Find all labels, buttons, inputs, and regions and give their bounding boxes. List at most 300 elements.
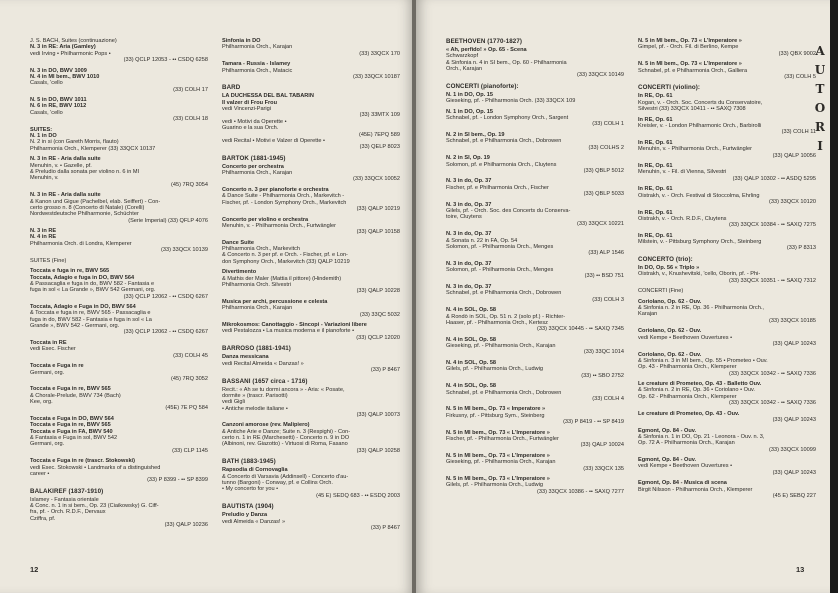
record-number: (33) QALP 10024 [580, 442, 624, 449]
record-number: (33) 33QCX 135 [583, 465, 624, 472]
record-number: (45) 7RQ 3054 [170, 181, 208, 188]
record-number: (33) 33QC 5032 [359, 311, 400, 318]
entry-text: vedi Kempe • Beethoven Ouvertures • [638, 334, 733, 341]
side-title-letter: R [815, 120, 825, 134]
catalog-entry [446, 360, 624, 379]
record-number: (33) 33QCX 10342 - •• SAXQ 7336 [729, 400, 816, 407]
catalog-entry [446, 476, 624, 495]
catalog-entry [638, 84, 816, 112]
catalog-entry [222, 155, 400, 183]
catalog-entry [222, 458, 400, 499]
entry-text: Schnabel, pf. e Philharmonia Orch., Dobrowen [446, 138, 562, 145]
catalog-entry [222, 240, 400, 265]
work-title: Toccata e Fuga in DO, BWV 564 [30, 415, 114, 422]
work-title: Toccata, Adagio e fuga in DO, BWV 564 [30, 274, 135, 281]
work-title: N. 5 in MI bem., Op. 73 « L'Imperatore » [446, 429, 550, 436]
section-side-title [813, 42, 827, 156]
work-title: « Ah, perfido! » Op. 65 - Scena [446, 47, 527, 53]
entry-text: & Conc. n. 1 in si bem., Op. 23 (Ciaikowsky) G. Ciff- [30, 503, 159, 510]
entry-text: Op. 43 - Philharmonia Orch., Klemperer [638, 364, 737, 371]
work-title: N. 3 in do, Op. 37 [446, 260, 492, 267]
catalog-entry [638, 411, 816, 424]
work-title: Toccata, Adagio e Fuga in DO, BWV 564 [30, 304, 136, 311]
record-number: (33) QCLP 12062 - •• CSDQ 6267 [123, 293, 208, 300]
catalog-entry [222, 269, 400, 294]
catalog-entry [30, 258, 208, 264]
catalog-entry [222, 299, 400, 318]
work-title: Concerto n. 3 per pianoforte e orchestra [222, 186, 329, 193]
work-title: N. 4 in SOL, Op. 58 [446, 307, 497, 314]
entry-text: & Toccata e fuga in re, BWV 565 - Passacaglia e [30, 310, 151, 317]
entry-text: & Passacaglia e fuga in do, BWV 582 - Fantasia e [30, 280, 155, 287]
entry-text: Gieseking, pf. - Philharmonia Orch. (33) 33QCX 109 [446, 98, 576, 105]
entry-text: & Sinfonia n. 4 in SI bem., Op. 60 - Philharmonia [446, 59, 567, 66]
catalog-entry [446, 155, 624, 174]
work-title: N. 3 in do, Op. 37 [446, 201, 492, 208]
record-number: (33) QALP 10302 - •• ASDQ 5295 [732, 175, 816, 182]
entry-text: Solomon, pf. - Philharmonia Orch., Menges [446, 243, 554, 250]
entry-text: Gilels, pf. - Orch. Soc. des Concerts du Conserva- [446, 208, 571, 214]
work-title: In DO, Op. 56 « Triplo » [638, 264, 700, 271]
entry-text: vedi Vincenzi-Parigi [222, 106, 272, 113]
work-title: N. 3 in do, Op. 37 [446, 284, 492, 290]
work-title: N. 6 in RE, BWV 1012 [30, 103, 87, 110]
catalog-entry [446, 132, 624, 151]
entry-text: Schnabel, pf. - London Symphony Orch., Sargent [446, 115, 569, 122]
record-number: (33) •• SBO 2752 [581, 372, 624, 379]
catalog-entry [222, 187, 400, 212]
work-title: In RE, Op. 61 [638, 93, 673, 100]
record-number: (33) QCLP 12053 - •• CSDQ 6258 [123, 57, 208, 64]
work-title: Tamara - Russia - Islamey [222, 61, 291, 68]
work-title: Rapsodia di Cornovaglia [222, 467, 288, 474]
record-number: (33) COLHS 2 [588, 144, 624, 151]
catalog-entry [638, 428, 816, 453]
record-number: (33) QALP 10243 [772, 340, 816, 347]
entry-text: Oistrakh, v. - Orch. R.D.F., Cluytens [638, 215, 727, 222]
entry-text: & Sinfonia n. 3 in MI bem., Op. 55 • Prometeo • Ouv. [638, 357, 768, 364]
catalog-entry [30, 38, 208, 63]
entry-text: Philharmonia Orch., Klemperer (33) 33QCX 10137 [30, 145, 156, 152]
entry-text: CONCERTI (Fine) [638, 288, 684, 295]
work-title: Toccata e Fuga in re (trascr. Stokowski) [30, 458, 135, 465]
entry-text: Fischer, pf. - London Symphony Orch., Markevitch [222, 199, 347, 206]
work-title: N. 5 in MI bem., Op. 73 « L'Imperatore » [638, 61, 742, 68]
catalog-entry [222, 84, 400, 150]
catalog-entry [30, 363, 208, 382]
entry-text: Fischer, pf. e Philharmonia Orch., Fischer [446, 184, 549, 191]
catalog-entry [30, 458, 208, 483]
work-title: Concerto per orchestra [222, 163, 284, 170]
catalog-entry [446, 261, 624, 280]
catalog-entry [638, 328, 816, 347]
entry-text: & Sinfonia n. 1 in DO, Op. 21 - Leonora - Ouv. n. 3, [638, 433, 765, 440]
entry-text: Firkusny, pf. - Pittsburg Sym., Steinberg [446, 412, 545, 419]
entry-text: & Preludio dalla sonata per violino n. 6 in MI [30, 168, 140, 175]
catalog-entry [446, 109, 624, 128]
entry-text: Philharmonia Orch. di Londra, Klemperer [30, 240, 132, 247]
record-number: (33) COLH 3 [592, 296, 624, 303]
composer-heading: CONCERTO (trio): [638, 255, 693, 263]
record-number: (33) 33QCX 10445 - •• SAXQ 7345 [537, 326, 624, 333]
entry-text: Op. 62 - Philharmonia Orch., Klemperer [638, 393, 737, 400]
record-number: (33) 33MTX 109 [359, 112, 400, 119]
work-title: N. 1 in DO, Op. 15 [446, 108, 493, 115]
entry-text: Philharmonia Orch. Silvestri [222, 281, 292, 288]
work-title: Le creature di Prometeo, Op. 43 - Balletto Ouv. [638, 381, 762, 388]
catalog-entry [446, 284, 624, 303]
record-number: (33) P 8467 [370, 524, 400, 531]
entry-text: Menuhin, v. - Fil. di Vienna, Silvestri [638, 169, 727, 176]
entry-text: certo n. 1 in RE (Marchesetti) - Concerto n. 9 in DO [222, 435, 350, 442]
record-number: (33) QALP 10258 [356, 447, 400, 454]
work-title: N. 5 in MI bem., Op. 73 « L'Imperatore » [446, 452, 550, 459]
record-number: (33) P 8399 - •• SP 8399 [147, 477, 208, 484]
work-title: N. 4 in MI bem., BWV 1010 [30, 73, 100, 80]
right-page [416, 0, 830, 593]
entry-text: vedi Irving • Philharmonic Pops • [30, 50, 111, 57]
entry-text: Menuhin, v. - Philharmonia Orch., Furtwängler [222, 222, 336, 229]
catalog-entry [446, 406, 624, 425]
side-title-letter: T [815, 82, 825, 96]
entry-text: Orch., Karajan [446, 66, 483, 73]
entry-text: career • [30, 470, 50, 477]
entry-text: Gilels, pf. - Philharmonia Orch., Ludwig [446, 366, 543, 373]
entry-text: vedi • Motivi da Operette • [222, 118, 287, 125]
record-number: (45 E) SEBQ 227 [772, 492, 816, 499]
entry-text: fra, pf. - Orch. R.D.F., Dervaux [30, 509, 106, 516]
record-number: (33) QCLP 12020 [356, 334, 400, 341]
entry-text: & Fantasia e Fuga in sol, BWV 542 [30, 435, 118, 441]
entry-text: dormite » (trascr. Parisotti) [222, 392, 288, 399]
entry-text: J. S. BACH, Suites (continuazione) [30, 38, 117, 44]
entry-text: Philharmonia Orch., Karajan [222, 44, 293, 51]
work-title: N. 4 in SOL, Op. 58 [446, 360, 497, 366]
left-page [0, 0, 414, 593]
work-title: Le creature di Prometeo, Op. 43 - Ouv. [638, 410, 740, 417]
entry-text: certo grosso n. 8 (Concerto di Natale) (Corelli) [30, 204, 145, 211]
catalog-entry [638, 61, 816, 80]
work-title: N. 3 in RE - Aria dalla suite [30, 192, 101, 199]
record-number: (33) 33QCX 10185 [769, 317, 816, 324]
work-title: Dance Suite [222, 239, 255, 246]
work-title: N. 5 in MI bem., Op. 73 « Imperatore » [446, 406, 546, 413]
composer-heading: CONCERTI (violino): [638, 84, 701, 92]
record-number: (33) 33QCX 10351 - •• SAXQ 7312 [729, 277, 816, 284]
entry-text: Silvestri (33) 33QCX 10411 - •• SAXQ 7308 [638, 106, 746, 113]
entry-text: Schwarzkopf [446, 53, 479, 60]
catalog-entry [222, 345, 400, 373]
work-title: Danza messicana [222, 354, 269, 361]
work-title: N. 3 in RE - Aria dalla suite [30, 156, 101, 163]
entry-text: Karajan [638, 311, 658, 318]
work-title: N. 5 in MI bem., Op. 73 « L'Imperatore » [446, 476, 550, 483]
catalog-entry [222, 378, 400, 419]
entry-text: Birgit Nilsson - Philharmonia Orch., Klemperer [638, 486, 753, 493]
entry-text: don Symphony Orch., Markevitch (33) QALP 10219 [222, 258, 350, 265]
catalog-entry [638, 140, 816, 159]
record-number: (33) 33QCX 10120 [769, 199, 816, 205]
record-number: (33) P 8467 [370, 366, 400, 373]
work-title: N. 4 in SOL, Op. 58 [446, 383, 497, 390]
work-title: Toccata e fuga in re, BWV 565 [30, 268, 110, 275]
work-title: LA DUCHESSA DEL BAL TABARIN [222, 93, 314, 100]
catalog-entry [30, 192, 208, 224]
entry-text: vedi Pestalozza • La musica moderna e il pianoforte • [222, 328, 355, 335]
entry-text: Gieseking, pf. - Philharmonia Orch., Karajan [446, 459, 556, 466]
work-title: Toccata e Fuga in re, BWV 565 [30, 422, 111, 429]
entry-text: Philharmonia Orch., Karajan [222, 170, 293, 177]
entry-text: Op. 72 A - Philharmonia Orch., Karajan [638, 440, 735, 447]
work-title: Toccata e Fuga in re, BWV 565 [30, 386, 111, 393]
work-title: In RE, Op. 61 [638, 232, 673, 239]
record-number: (33) QBLP 5033 [583, 191, 624, 198]
catalog-entry [30, 416, 208, 454]
left-column-1 [30, 38, 208, 533]
record-number: (33) QALP 10243 [772, 469, 816, 476]
catalog-entry [30, 304, 208, 336]
catalog-entry [30, 386, 208, 411]
entry-text: Casals, 'cello [30, 109, 63, 116]
entry-text: vedi Recital Almeida « Danzas! » [222, 360, 304, 367]
catalog-entry [638, 299, 816, 324]
record-number: (33) 33QCX 10149 [577, 72, 624, 79]
entry-text: Menuhin, v. - Philharmonia Orch., Furtwängler [638, 146, 752, 153]
catalog-entry [30, 156, 208, 188]
record-number: (33) •• BSD 751 [584, 273, 624, 280]
entry-text: • My concerto for you • [222, 486, 279, 493]
entry-text: N. 2 in si (con Gareth Morris, flauto) [30, 139, 119, 146]
entry-text: Schnabel, pf. e Philharmonia Orch., Dobrowen [446, 389, 562, 396]
side-title-letter: I [817, 139, 823, 153]
entry-text: & Concerto di Varsavia (Addinsell) - Concerto d'au- [222, 473, 349, 480]
work-title: N. 3 in do, Op. 37 [446, 178, 492, 185]
entry-text: • Antiche melodie italiane • [222, 405, 288, 412]
record-number: (33) 33QCX 10187 [353, 73, 400, 80]
entry-text: Islamey - Fantasia orientale [30, 496, 99, 503]
composer-heading: BARD [222, 84, 241, 92]
work-title: Toccata in RE [30, 339, 67, 346]
work-title: N. 2 in SI, Op. 19 [446, 155, 490, 162]
record-number: (33) P 8313 [786, 245, 816, 252]
record-number: (45) 7RQ 3052 [170, 375, 208, 382]
catalog-entry [30, 340, 208, 359]
composer-heading: BALAKIREF (1837-1910) [30, 487, 104, 495]
right-column-2 [638, 38, 816, 504]
entry-text: Guarino e la sua Orch. [222, 125, 279, 132]
record-number: (33) QCLP 12062 - •• CSDQ 6267 [123, 329, 208, 336]
catalog-entry [446, 231, 624, 256]
catalog-entry [222, 38, 400, 57]
record-number: (45E) 7EPQ 589 [358, 131, 400, 138]
catalog-entry [638, 233, 816, 252]
entry-text: & Mathis der Maler (Mattia il pittore) (Hindemith) [222, 275, 342, 282]
work-title: Coriolano, Op. 62 - Ouv. [638, 298, 702, 305]
entry-text: Germani, org. [30, 441, 65, 448]
record-number: (33) QBLP 5012 [583, 167, 624, 174]
work-title: Musica per archi, percussione e celesta [222, 298, 328, 305]
entry-text: Casals, 'cello [30, 80, 63, 87]
entry-text: Gimpel, pf. - Orch. Fil. di Berlino, Kempe [638, 44, 739, 51]
work-title: N. 5 in MI bem., Op. 73 « L'Imperatore » [638, 38, 742, 44]
record-number: (33) COLH 17 [173, 86, 208, 93]
catalog-entry [638, 288, 816, 294]
catalog-entry [638, 256, 816, 284]
record-number: (33) COLH 5 [784, 73, 816, 80]
entry-text: & Antiche Arie e Danze; Suite n. 3 (Respighi) - Con- [222, 428, 351, 435]
catalog-entry [638, 38, 816, 57]
catalog-entry [30, 268, 208, 300]
catalog-entry [222, 217, 400, 236]
side-title-letter: O [814, 101, 826, 115]
catalog-entry [30, 488, 208, 529]
entry-text: & Chorale-Prelude, BWV 734 (Bach) [30, 392, 121, 399]
work-title: Divertimento [222, 269, 257, 276]
catalog-entry [222, 61, 400, 80]
record-number: (33) 33QCX 10052 [353, 176, 400, 183]
work-title: N. 4 in RE [30, 234, 57, 241]
right-column-1 [446, 38, 624, 499]
catalog-entry [446, 83, 624, 105]
record-number: (33) COLH 45 [173, 352, 208, 359]
entry-text: vedi Gigli [222, 399, 246, 406]
record-number: (33) 33QCX 10386 - •• SAXQ 7277 [537, 488, 624, 495]
catalog-entry [638, 352, 816, 377]
catalog-entry [446, 383, 624, 402]
composer-heading: BEETHOVEN (1770-1827) [446, 38, 523, 45]
entry-text: Kreisler, v. - London Philharmonic Orch., Barbirolli [638, 123, 762, 129]
record-number: (33) 33QCX 10384 - •• SAXQ 7275 [729, 222, 816, 229]
catalog-entry [446, 178, 624, 197]
entry-text: vedi Esec. Stokowski • Landmarks of a distinguished [30, 464, 161, 471]
catalog-entry [30, 68, 208, 93]
work-title: N. 1 in DO [30, 133, 57, 140]
work-title: Coriolano, Op. 62 - Ouv. [638, 351, 702, 358]
side-title-letter: U [814, 63, 826, 77]
record-number: (33) QALP 10056 [772, 152, 816, 159]
entry-text: & Sinfonia n. 2 in RE, Op. 36 - Philharmonia Orch., [638, 305, 764, 312]
entry-text: Fischer, pf. - Philharmonia Orch., Furtwängler [446, 436, 559, 442]
catalog-entry [446, 38, 624, 79]
record-number: (33) 33QCX 10139 [161, 247, 208, 254]
entry-text: Recit.: « Ah se tu dormi ancora » - Aria: « Posate, [222, 386, 345, 393]
record-number: (33) 33QCX 170 [359, 50, 400, 57]
entry-text: Menuhin, v. [30, 175, 59, 182]
record-number: (33) QALP 10158 [356, 229, 400, 236]
entry-text: Germani, org. [30, 369, 65, 376]
entry-text: Kogan, v. - Orch. Soc. Concerts du Conservatoire, [638, 99, 763, 106]
work-title: N. 5 in DO, BWV 1011 [30, 97, 87, 104]
composer-heading: BASSANI (1657 circa - 1716) [222, 377, 308, 385]
record-number: (45 E) SEDQ 683 - •• ESDQ 2003 [316, 492, 400, 499]
record-number: (33) QALP 10228 [356, 288, 400, 295]
work-title: Preludio y Danza [222, 512, 268, 519]
entry-text: & Sonata n. 22 in FA, Op. 54 [446, 237, 518, 244]
catalog-entry [30, 97, 208, 122]
work-title: SUITES: [30, 126, 53, 133]
record-number: (33) 33QC 1014 [583, 349, 624, 356]
composer-heading: CONCERTI (pianoforte): [446, 82, 519, 90]
work-title: N. 2 in SI bem., Op. 19 [446, 132, 505, 138]
catalog-entry [638, 381, 816, 406]
entry-text: Oistrakh, v., Knushevitski, 'cello, Oborin, pf. - Phi- [638, 271, 761, 278]
scan-edge [830, 0, 838, 593]
record-number: (33) QELP 8023 [359, 144, 400, 151]
entry-text: Milstein, v. - Pittsburg Symphony Orch., Steinberg [638, 239, 762, 246]
record-number: (33) QALP 10236 [164, 522, 208, 529]
entry-text: & Kanon und Gigue (Pachelbel, elab. Seiffert) - Con- [30, 198, 161, 205]
entry-text: & Rondò in SOL, Op. 51 n. 2 (solo pf.) - Richter- [446, 313, 566, 320]
entry-text: & Dance Suite - Philharmonia Orch., Markevitch - [222, 193, 345, 200]
catalog-entry [446, 337, 624, 356]
record-number: (33) QALP 10073 [356, 411, 400, 418]
entry-text: vedi Kempe • Beethoven Ouvertures • [638, 463, 733, 470]
catalog-entry [222, 422, 400, 454]
work-title: Egmont, Op. 84 - Ouv. [638, 427, 697, 434]
entry-text: tunno (Bargoni) - Conway, pf. e Collins Orch. [222, 480, 333, 486]
work-title: In RE, Op. 61 [638, 209, 673, 216]
work-title: Coriolano, Op. 62 - Ouv. [638, 328, 702, 335]
entry-text: fuga in do, BWV 582 - Fantasia e fuga in sol « La [30, 316, 152, 323]
work-title: N. 3 in do, Op. 37 [446, 231, 492, 238]
page-number-left: 12 [30, 565, 39, 574]
record-number: (33) COLH 4 [592, 395, 624, 402]
entry-text: & Concerto n. 3 per pf. e Orch. - Fischer, pf. e Lon- [222, 252, 348, 259]
entry-text: vedi Esec. Fischer [30, 346, 76, 353]
composer-heading: BARTOK (1881-1945) [222, 154, 286, 162]
work-title: In RE, Op. 61 [638, 163, 673, 170]
entry-text: Solomon, pf. - Philharmonia Orch., Menges [446, 267, 554, 274]
entry-text: Grande », BWV 542 - Germani, org. [30, 323, 120, 330]
record-number: (33) CLP 1145 [172, 447, 208, 454]
work-title: N. 1 in DO, Op. 15 [446, 91, 493, 98]
record-number: (Serie Imperial) (33) QFLP 4076 [128, 217, 208, 224]
catalog-entry [446, 453, 624, 472]
record-number: (33) QALP 10243 [772, 416, 816, 423]
entry-text: Oistrakh, v. - Orch. Festival di Stoccolma, Ehrling [638, 192, 760, 199]
page-number-right: 13 [796, 565, 805, 574]
work-title: Egmont, Op. 84 - Musica di scena [638, 480, 727, 487]
work-title: Mikrokosmos: Canottaggio - Sincopi - Variazioni libere [222, 322, 367, 329]
catalog-entry [446, 307, 624, 332]
record-number: (33) P 8419 - •• SP 8419 [563, 419, 624, 426]
work-title: N. 3 in DO, BWV 1009 [30, 67, 87, 74]
entry-text: Schnabel, pf. e Philharmonia Orch., Galliera [638, 67, 748, 74]
work-title: N. 4 in SOL, Op. 58 [446, 336, 497, 343]
catalog-entry [638, 117, 816, 136]
work-title: Canzoni amorose (rev. Malipiero) [222, 422, 310, 429]
work-title: In RE, Op. 61 [638, 139, 673, 146]
catalog-entry [222, 503, 400, 531]
work-title: N. 3 in RE: Aria (Gamley) [30, 44, 96, 51]
entry-text: Philharmonia Orch., Matacic [222, 67, 293, 74]
entry-text: Schnabel, pf. e Philharmonia Orch., Dobrowen [446, 290, 562, 297]
entry-text: Nordwestdeutsche Philharmonie, Schüchter [30, 211, 139, 218]
entry-text: Kee, org. [30, 399, 53, 406]
work-title: In RE, Op. 61 [638, 186, 673, 193]
work-title: Concerto per violino e orchestra [222, 216, 309, 223]
composer-heading: BATH (1883-1945) [222, 458, 276, 466]
record-number: (33) COLH 1 [592, 121, 624, 128]
work-title: N. 3 in RE [30, 228, 57, 235]
composer-heading: BARROSO (1881-1941) [222, 345, 291, 353]
entry-text: Solomon, pf. e Philharmonia Orch., Cluytens [446, 161, 557, 168]
catalog-entry [638, 480, 816, 499]
catalog-entry [638, 457, 816, 476]
record-number: (33) 33QCX 10099 [769, 446, 816, 453]
work-title: Toccata e Fuga in re [30, 363, 84, 370]
catalog-entry [638, 163, 816, 182]
